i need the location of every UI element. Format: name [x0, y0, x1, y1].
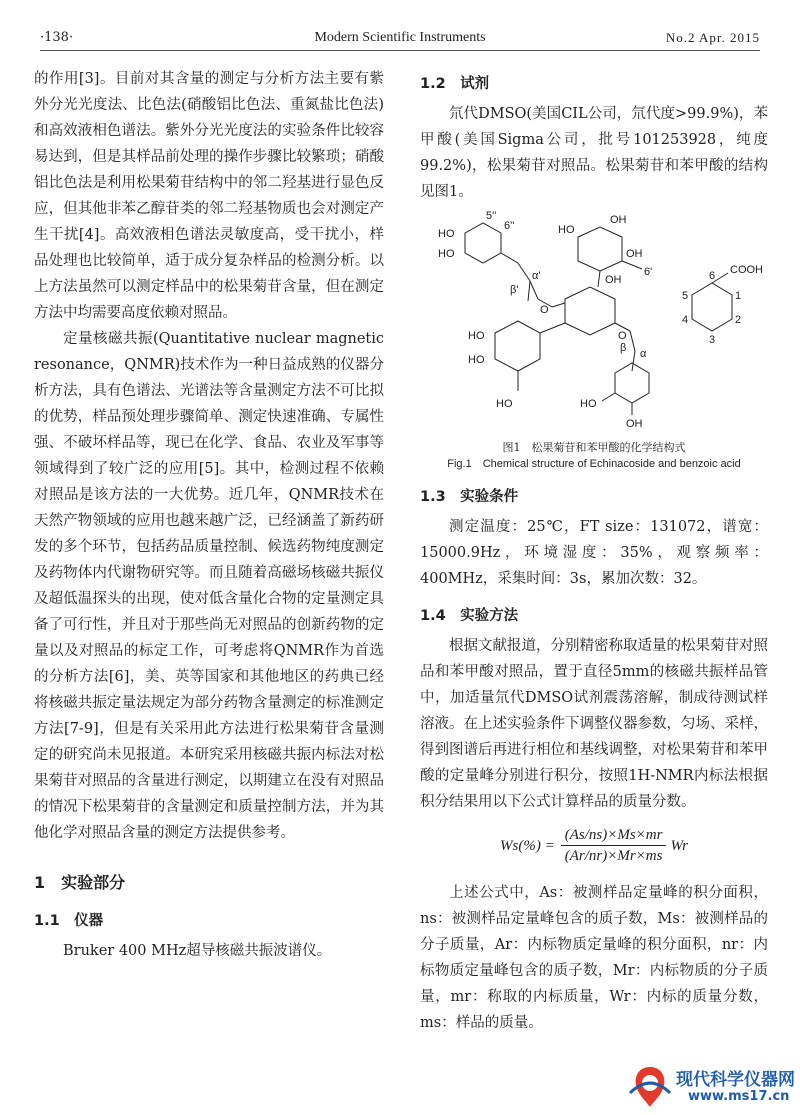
site-watermark	[626, 1063, 796, 1109]
label-oh-glc: OH	[605, 274, 622, 286]
label-alphap: α'	[532, 270, 541, 282]
label-o-glc: O	[618, 330, 627, 342]
label-ho-ph: HO	[580, 398, 597, 410]
label-oh-ph: OH	[626, 418, 643, 430]
glucose-ring	[565, 287, 615, 335]
paragraph-instrument: Bruker 400 MHz超导核磁共振波谱仪。	[63, 943, 332, 959]
label-c6p: 6'	[644, 266, 653, 278]
right-column	[420, 66, 768, 1036]
page-header	[40, 22, 760, 51]
label-c5pp: 5''	[486, 211, 497, 222]
watermark-logo-icon	[626, 1063, 674, 1109]
formula-numerator: (As/ns)×Ms×mr	[561, 825, 667, 846]
label-ho-glc2-c: HO	[496, 398, 513, 410]
chemical-structure-figure	[420, 211, 768, 439]
section-heading-conditions: 1.3 实验条件	[420, 489, 519, 505]
watermark-url[interactable]: www.ms17.cn	[688, 1089, 790, 1104]
left-column	[34, 66, 384, 964]
label-n4: 4	[682, 314, 689, 326]
formula-tail: Wr	[670, 837, 688, 854]
formula-denominator: (Ar/nr)×Mr×ms	[564, 848, 663, 864]
label-n5: 5	[682, 290, 689, 302]
rhamnose-ring	[578, 227, 622, 271]
label-n3: 3	[709, 334, 716, 346]
benzoic-ring	[692, 283, 732, 331]
paragraph-reagents: 氘代DMSO(美国CIL公司，氘代度>99.9%)，苯甲酸(美国Sigma公司，批号101253928，纯度99.2%)，松果菊苷对照品。松果菊苷和苯甲酸的结构见图1。	[420, 106, 768, 200]
label-alpha: α	[640, 348, 647, 360]
glucose-ring-2	[495, 321, 540, 371]
section-heading-instrument: 1.1 仪器	[34, 913, 104, 929]
label-oh-rha-2: OH	[626, 248, 643, 260]
paragraph-intro-methods: 的作用[3]。目前对其含量的测定与分析方法主要有紫外分光光度法、比色法(硝酸铝比色法、重氮盐比色法)和高效液相色谱法。紫外分光光度法的实验条件比较容易达到，但是其样品前处理的操作步骤比较繁琐；硝酸铝比色法是利用松果菊苷结构中的邻二羟基进行显色反应，但其他非苯乙醇苷类的邻二羟基物质也会对测定产生干扰[4]。高效液相色谱法灵敏度高，受干扰小，样品处理也比较简单，适于成分复杂样品的检测分析。以上方法虽然可以测定样品中的松果菊苷含量，但在测定方法中均需要高度依赖对照品。	[34, 71, 384, 321]
issue-info: No.2 Apr. 2015	[665, 30, 760, 45]
formula-lhs: Ws(%) =	[500, 837, 555, 854]
label-ho-1: HO	[438, 228, 455, 240]
label-ho-glc2: HO	[468, 330, 485, 342]
page-number: ·138·	[40, 30, 74, 45]
watermark-title: 现代科学仪器网	[676, 1070, 795, 1090]
paragraph-formula-legend: 上述公式中，As：被测样品定量峰的积分面积，ns：被测样品定量峰包含的质子数，Ms：被测样品的分子质量，Ar：内标物质定量峰的积分面积，nr：内标物质定量峰包含的质子数，Mr：内标物质的分子质量，mr：称取的内标质量，Wr：内标的质量分数，ms：样品的质量。	[420, 885, 768, 1031]
label-ho-2: HO	[438, 248, 455, 260]
label-o-ester: O	[540, 304, 549, 316]
paragraph-method: 根据文献报道，分别精密称取适量的松果菊苷对照品和苯甲酸对照品，置于直径5mm的核磁共振样品管中，加适量氘代DMSO试剂震荡溶解，制成待测试样溶液。在上述实验条件下调整仪器参数，匀场、采样，得到图谱后再进行相位和基线调整，对松果菊苷和苯甲酸的定量峰分别进行积分，按照1H-NMR内标法根据积分结果用以下公式计算样品的质量分数。	[420, 638, 768, 810]
section-heading-method: 1.4 实验方法	[420, 608, 519, 624]
label-betap: β'	[510, 284, 519, 296]
caffeoyl-ring	[465, 223, 501, 263]
section-heading-experimental: 1 实验部分	[34, 873, 126, 892]
paragraph-conditions: 测定温度：25℃，FT size：131072，谱宽：15000.9Hz，环境湿度：35%，观察频率：400MHz，采集时间：3s，累加次数：32。	[420, 519, 768, 587]
label-n6: 6	[709, 270, 716, 282]
label-ho-glc2-b: HO	[468, 354, 485, 366]
structure-diagram	[420, 211, 768, 439]
label-n1: 1	[735, 290, 742, 302]
label-oh-rha: OH	[610, 214, 627, 226]
label-beta: β	[620, 342, 627, 354]
figure-caption-en: Fig.1 Chemical structure of Echinacoside and benzoic acid	[447, 458, 741, 470]
section-heading-reagents: 1.2 试剂	[420, 76, 490, 92]
label-cooh: COOH	[730, 264, 763, 276]
paragraph-qnmr: 定量核磁共振(Quantitative nuclear magnetic resonance，QNMR)技术作为一种日益成熟的仪器分析方法，具有色谱法、光谱法等含量测定方法不可比拟的优势，样品预处理步骤简单、测定快速准确、专属性强、不破坏样品等，现已在化学、食品、农业及军事等领域得到了较广泛的应用[5]。其中，检测过程不依赖对照品是该方法的一大优势。近几年，QNMR技术在天然产物领域的应用也越来越广泛，已经涵盖了新药研发的多个环节，包括药品质量控制、候选药物纯度测定及药物体内代谢物研究等。而且随着高磁场核磁共振仪及超低温探头的出现，使对低含量化合物的定量测定具备了可行性，并且对于那些尚无对照品的创新药物的定量以及对照品的标定工作，可考虑将QNMR作为首选的分析方法[6]，美、英等国家和其他地区的药典已经将核磁共振定量法规定为部分药物含量测定的标准测定方法[7-9]，但是有关采用此方法进行松果菊苷含量测定的研究尚未见报道。本研究采用核磁共振内标法对松果菊苷对照品的含量进行测定，以期建立在没有对照品的情况下松果菊苷的含量测定和质量控制方法，并为其他化学对照品含量的测定方法提供参考。	[34, 331, 384, 841]
label-c6pp: 6''	[504, 220, 515, 232]
figure-caption-cn: 图1 松果菊苷和苯甲酸的化学结构式	[502, 441, 686, 454]
journal-title: Modern Scientific Instruments	[314, 30, 486, 45]
mass-fraction-formula	[420, 825, 768, 866]
label-n2: 2	[735, 314, 742, 326]
label-ho-rha: HO	[558, 224, 575, 236]
